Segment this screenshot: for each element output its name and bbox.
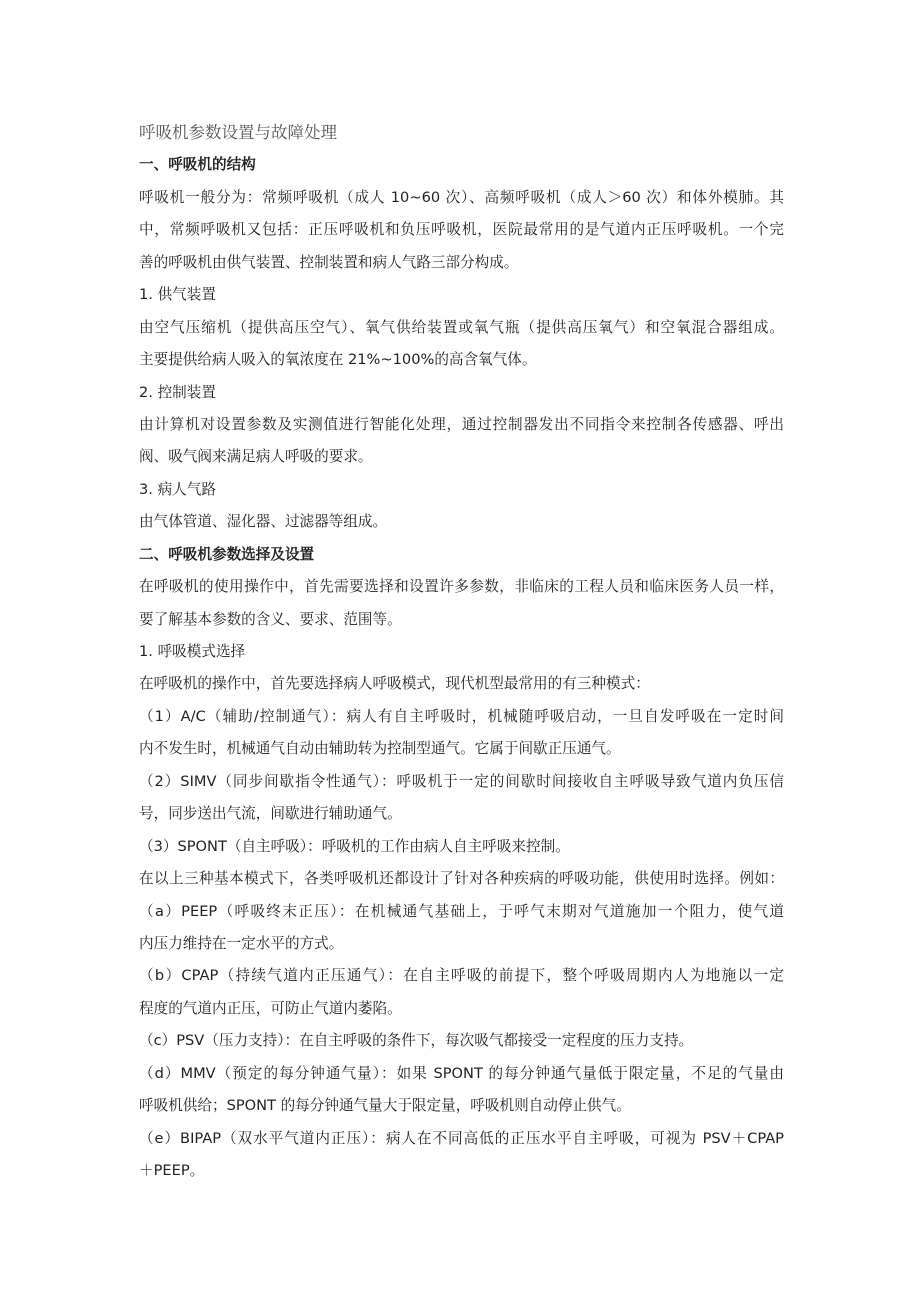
text-line: （d）MMV（预定的每分钟通气量）：如果 SPONT 的每分钟通气量低于限定量，不足的气量由 bbox=[139, 1064, 784, 1082]
text-line: 要了解基本参数的含义、要求、范围等。 bbox=[139, 610, 402, 628]
text-line: 阀、吸气阀来满足病人呼吸的要求。 bbox=[139, 448, 373, 466]
text-line: （b）CPAP（持续气道内正压通气）：在自主呼吸的前提下，整个呼吸周期内人为地施以一定 bbox=[139, 967, 784, 985]
text-line: 在呼吸机的使用操作中，首先需要选择和设置许多参数，非临床的工程人员和临床医务人员一样， bbox=[139, 578, 784, 596]
text-line: 程度的气道内正压，可防止气道内萎陷。 bbox=[139, 999, 402, 1017]
text-line: 1. 呼吸模式选择 bbox=[139, 643, 246, 660]
text-line: 由气体管道、湿化器、过滤器等组成。 bbox=[139, 513, 388, 531]
text-line: 在呼吸机的操作中，首先要选择病人呼吸模式，现代机型最常用的有三种模式： bbox=[139, 675, 650, 693]
text-line: 3. 病人气路 bbox=[139, 480, 216, 498]
text-line: （c）PSV（压力支持）：在自主呼吸的条件下，每次吸气都接受一定程度的压力支持。 bbox=[139, 1032, 694, 1050]
text-line: （2）SIMV（同步间歇指令性通气）：呼吸机于一定的间歇时间接收自主呼吸导致气道内负压信 bbox=[139, 772, 784, 790]
text-line: 由计算机对设置参数及实测值进行智能化处理，通过控制器发出不同指令来控制各传感器、呼出 bbox=[139, 415, 784, 433]
text-line: （1）A/C（辅助/控制通气）：病人有自主呼吸时，机械随呼吸启动，一旦自发呼吸在一定时间 bbox=[139, 707, 784, 725]
document-title: 呼吸机参数设置与故障处理 bbox=[139, 123, 337, 142]
text-line: 由空气压缩机（提供高压空气）、氧气供给装置或氧气瓶（提供高压氧气）和空氧混合器组成。 bbox=[139, 318, 784, 336]
text-line: （e）BIPAP（双水平气道内正压）：病人在不同高低的正压水平自主呼吸，可视为 PSV＋CPAP bbox=[139, 1129, 784, 1147]
text-line: 内压力维持在一定水平的方式。 bbox=[139, 934, 344, 952]
section-heading: 二、呼吸机参数选择及设置 bbox=[139, 545, 315, 563]
text-line: （a）PEEP（呼吸终末正压）：在机械通气基础上，于呼气末期对气道施加一个阻力，使气道 bbox=[139, 902, 784, 920]
text-line: 善的呼吸机由供气装置、控制装置和病人气路三部分构成。 bbox=[139, 253, 519, 271]
text-line: 呼吸机一般分为：常频呼吸机（成人 10~60 次）、高频呼吸机（成人＞60 次）和体外模肺。其 bbox=[139, 188, 784, 206]
text-line: 号，同步送出气流，间歇进行辅助通气。 bbox=[139, 805, 402, 823]
section-heading: 一、呼吸机的结构 bbox=[139, 156, 256, 174]
text-line: 1. 供气装置 bbox=[139, 286, 216, 304]
text-line: 呼吸机供给；SPONT 的每分钟通气量大于限定量，呼吸机则自动停止供气。 bbox=[139, 1097, 631, 1115]
document-page bbox=[139, 117, 784, 1187]
text-line: 2. 控制装置 bbox=[139, 383, 216, 401]
document-body bbox=[139, 149, 784, 1187]
text-line: 在以上三种基本模式下，各类呼吸机还都设计了针对各种疾病的呼吸功能，供使用时选择。例如： bbox=[139, 870, 784, 888]
text-line: 中，常频呼吸机又包括：正压呼吸机和负压呼吸机，医院最常用的是气道内正压呼吸机。一个完 bbox=[139, 221, 784, 239]
text-line: （3）SPONT（自主呼吸）：呼吸机的工作由病人自主呼吸来控制。 bbox=[139, 837, 570, 855]
text-line: 内不发生时，机械通气自动由辅助转为控制型通气。它属于间歇正压通气。 bbox=[139, 740, 621, 758]
text-line: ＋PEEP。 bbox=[139, 1162, 205, 1179]
text-line: 主要提供给病人吸入的氧浓度在 21%~100%的高含氧气体。 bbox=[139, 351, 537, 369]
